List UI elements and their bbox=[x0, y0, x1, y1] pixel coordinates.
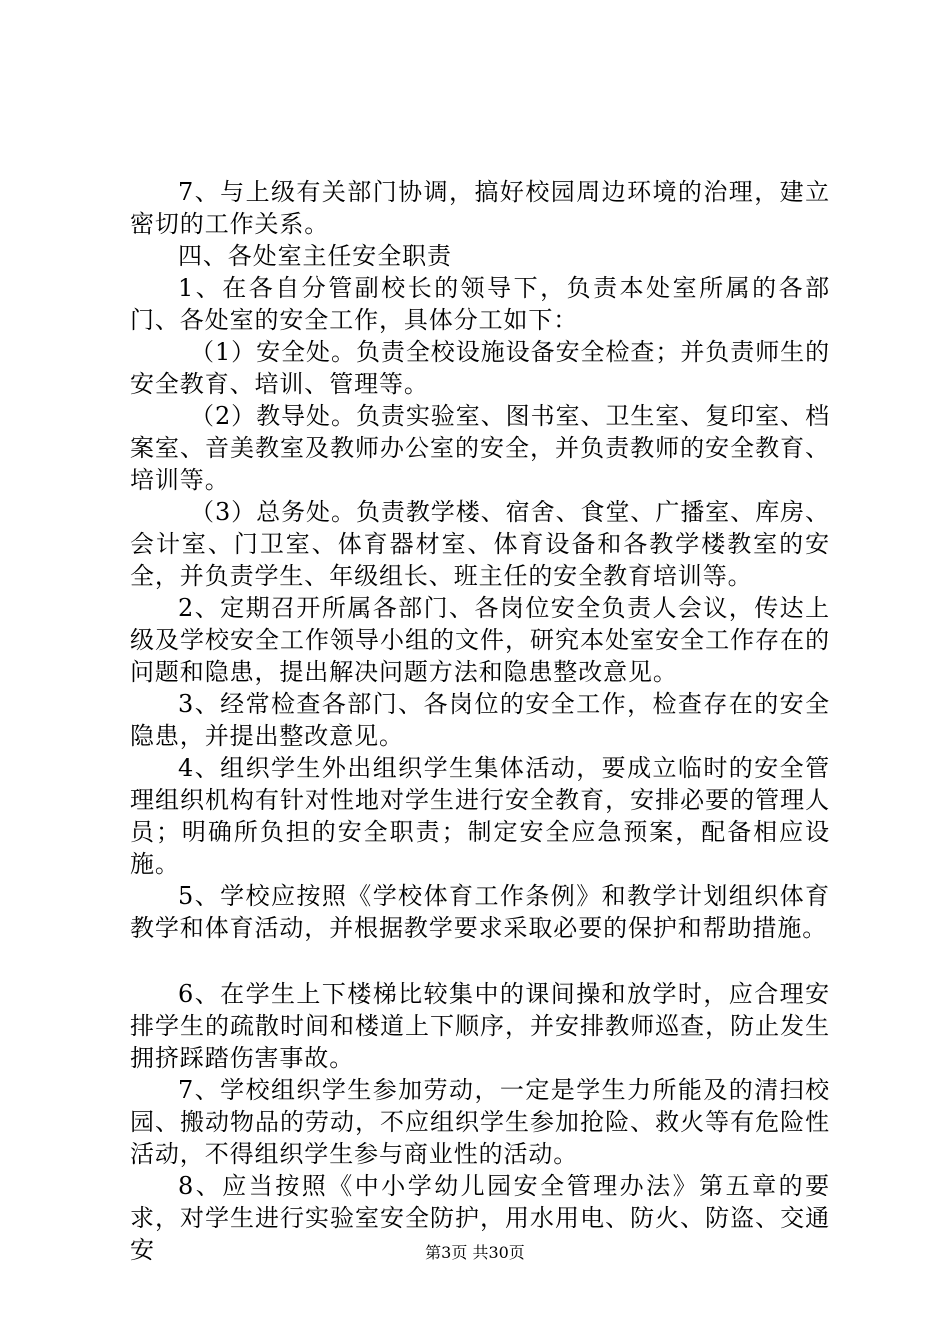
paragraph-3-inspection: 3、经常检查各部门、各岗位的安全工作，检查存在的安全隐患，并提出整改意见。 bbox=[130, 690, 830, 750]
sub-item-teaching-office: （2）教导处。负责实验室、图书室、卫生室、复印室、档案室、音美教室及教师办公室的安全，并负责教师的安全教育、培训等。 bbox=[130, 402, 830, 494]
page-footer bbox=[0, 1243, 950, 1263]
document-body bbox=[130, 176, 830, 1266]
paragraph-1-duties: 1、在各自分管副校长的领导下，负责本处室所属的各部门、各处室的安全工作，具体分工如下： bbox=[130, 274, 830, 334]
paragraph-4-outings: 4、组织学生外出组织学生集体活动，要成立临时的安全管理组织机构有针对性地对学生进行安全教育，安排必要的管理人员；明确所负担的安全职责；制定安全应急预案，配备相应设施。 bbox=[130, 754, 830, 878]
sub-item-general-affairs: （3）总务处。负责教学楼、宿舍、食堂、广播室、库房、会计室、门卫室、体育器材室、体育设备和各教学楼教室的安全，并负责学生、年级组长、班主任的安全教育培训等。 bbox=[130, 498, 830, 590]
paragraph-8-lab-safety: 8、应当按照《中小学幼儿园安全管理办法》第五章的要求，对学生进行实验室安全防护，用水用电、防火、防盗、交通安 bbox=[130, 1172, 830, 1264]
sub-item-safety-office: （1）安全处。负责全校设施设备安全检查；并负责师生的安全教育、培训、管理等。 bbox=[130, 338, 830, 398]
paragraph-7-labor: 7、学校组织学生参加劳动，一定是学生力所能及的清扫校园、搬动物品的劳动，不应组织学生参加抢险、救火等有危险性活动，不得组织学生参与商业性的活动。 bbox=[130, 1076, 830, 1168]
paragraph-7-coordination: 7、与上级有关部门协调，搞好校园周边环境的治理，建立密切的工作关系。 bbox=[130, 178, 830, 238]
page-number-label: 第3页 共30页 bbox=[425, 1243, 525, 1262]
paragraph-5-sports: 5、学校应按照《学校体育工作条例》和教学计划组织体育教学和体育活动，并根据教学要求采取必要的保护和帮助措施。 bbox=[130, 882, 830, 942]
section-heading-4: 四、各处室主任安全职责 bbox=[178, 242, 452, 270]
paragraph-6-stairs: 6、在学生上下楼梯比较集中的课间操和放学时，应合理安排学生的疏散时间和楼道上下顺序，并安排教师巡查，防止发生拥挤踩踏伤害事故。 bbox=[130, 980, 830, 1072]
paragraph-2-meetings: 2、定期召开所属各部门、各岗位安全负责人会议，传达上级及学校安全工作领导小组的文件，研究本处室安全工作存在的问题和隐患，提出解决问题方法和隐患整改意见。 bbox=[130, 594, 830, 686]
